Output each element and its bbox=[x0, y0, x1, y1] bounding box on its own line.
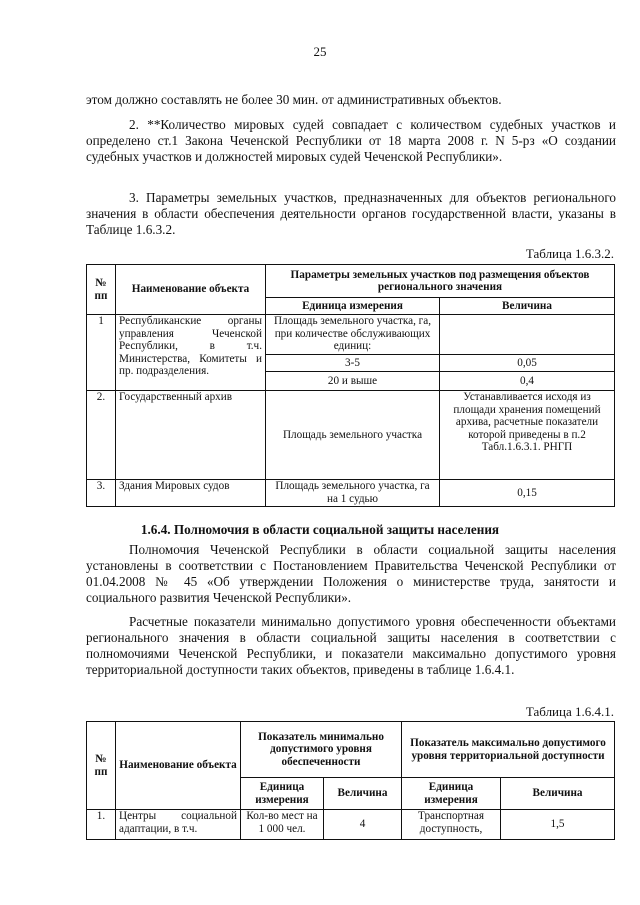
paragraph-judges: 2. **Количество мировых судей совпадает с количеством судебных участков и определено ст.1 Закона Чеченской Республики от 18 марта 2008 г. N 5-рз «О создании судебных участков и должностей мировых судей Чеченской Республики». bbox=[86, 117, 616, 164]
row-2-value: Устанавливается исходя из площади хранения помещений архива, расчетные показатели которой приведены в п.2 Табл.1.6.3.1. РНГП bbox=[440, 391, 615, 480]
header-max-access: Показатель максимально допустимого уровня территориальной доступности bbox=[402, 722, 615, 778]
row-1-name: Республиканские органы управления Чеченской Республики, в т.ч. Министерства, Комитеты и пр. подразделения. bbox=[116, 315, 266, 391]
table-2-caption: Таблица 1.6.4.1. bbox=[525, 704, 614, 719]
row-1-value-empty bbox=[440, 315, 615, 355]
header-unit-2: Единица измерения bbox=[402, 778, 501, 810]
header-value-1: Величина bbox=[324, 778, 402, 810]
header-min-level: Показатель минимально допустимого уровня обеспеченности bbox=[241, 722, 402, 778]
page-number: 25 bbox=[313, 44, 327, 59]
header-num: № пп bbox=[87, 265, 116, 315]
row-1-name: Центры социальной адаптации, в т.ч. bbox=[116, 810, 241, 840]
row-2-unit: Площадь земельного участка bbox=[266, 391, 440, 480]
table-land-parameters bbox=[86, 264, 615, 507]
row-1-num: 1. bbox=[87, 810, 116, 840]
row-1-sub1-value: 0,05 bbox=[440, 355, 615, 372]
header-name: Наименование объекта bbox=[116, 265, 266, 315]
header-num: № пп bbox=[87, 722, 116, 810]
row-1-unit-2: Транспортная доступность, bbox=[402, 810, 501, 840]
row-1-value-1: 4 bbox=[324, 810, 402, 840]
row-1-value-2: 1,5 bbox=[501, 810, 615, 840]
row-1-sub1-unit: 3-5 bbox=[266, 355, 440, 372]
paragraph-social-powers: Полномочия Чеченской Республики в области социальной защиты населения установлены в соответствии с Постановлением Правительства Чеченской Республики от 01.04.2008 № 45 «Об утверждении Положения о министерстве труда, занятости и социального развития Чеченской Республики». bbox=[86, 542, 616, 605]
row-1-unit: Площадь земельного участка, га, при количестве обслуживающих единиц: bbox=[266, 315, 440, 355]
row-1-num: 1 bbox=[87, 315, 116, 391]
section-heading: 1.6.4. Полномочия в области социальной защиты населения bbox=[140, 522, 500, 537]
table-1-caption: Таблица 1.6.3.2. bbox=[525, 246, 614, 261]
row-2-name: Государственный архив bbox=[116, 391, 266, 480]
header-unit-1: Единица измерения bbox=[241, 778, 324, 810]
row-1-sub2-value: 0,4 bbox=[440, 372, 615, 391]
table-social-protection bbox=[86, 721, 615, 840]
row-3-num: 3. bbox=[87, 480, 116, 507]
row-2-num: 2. bbox=[87, 391, 116, 480]
row-1-sub2-unit: 20 и выше bbox=[266, 372, 440, 391]
header-value-2: Величина bbox=[501, 778, 615, 810]
header-name: Наименование объекта bbox=[116, 722, 241, 810]
row-3-unit: Площадь земельного участка, га на 1 судью bbox=[266, 480, 440, 507]
paragraph-calc-indicators: Расчетные показатели минимально допустимого уровня обеспеченности объектами регионального значения в области социальной защиты населения в соответствии с полномочиями Чеченской Республики, и показатели максимально допустимого уровня территориальной доступности таких объектов, приведены в таблице 1.6.4.1. bbox=[86, 614, 616, 677]
header-params: Параметры земельных участков под размещения объектов регионального значения bbox=[266, 265, 615, 298]
row-3-name: Здания Мировых судов bbox=[116, 480, 266, 507]
paragraph-land-params: 3. Параметры земельных участков, предназначенных для объектов регионального значения в области обеспечения деятельности органов государственной власти, указаны в Таблице 1.6.3.2. bbox=[86, 190, 616, 237]
row-3-value: 0,15 bbox=[440, 480, 615, 507]
header-unit: Единица измерения bbox=[266, 298, 440, 315]
paragraph-continuation: этом должно составлять не более 30 мин. от административных объектов. bbox=[86, 92, 502, 107]
row-1-unit-1: Кол-во мест на 1 000 чел. bbox=[241, 810, 324, 840]
header-value: Величина bbox=[440, 298, 615, 315]
